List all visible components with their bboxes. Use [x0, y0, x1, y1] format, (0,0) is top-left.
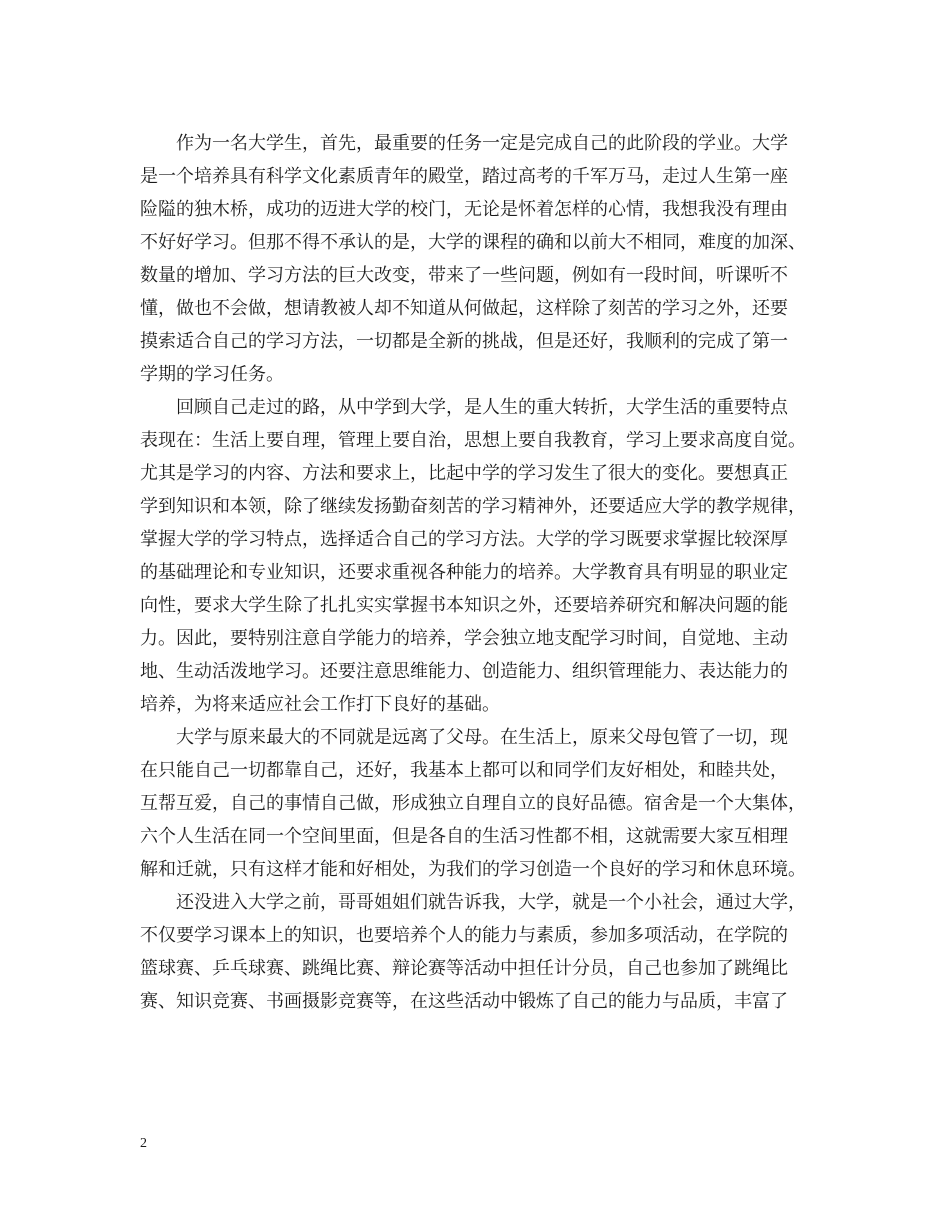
- text-line: 不好好学习。但那不得不承认的是，大学的课程的确和以前大不相同，难度的加深、: [140, 232, 806, 253]
- text-line: 赛、知识竞赛、书画摄影竞赛等，在这些活动中锻炼了自己的能力与品质，丰富了: [140, 991, 788, 1012]
- text-line: 学期的学习任务。: [140, 364, 284, 385]
- text-line: 培养，为将来适应社会工作打下良好的基础。: [140, 694, 500, 715]
- text-line: 地、生动活泼地学习。还要注意思维能力、创造能力、组织管理能力、表达能力的: [140, 661, 788, 682]
- text-line: 不仅要学习课本上的知识，也要培养个人的能力与素质，参加多项活动，在学院的: [140, 925, 788, 946]
- text-line: 表现在：生活上要自理，管理上要自治，思想上要自我教育，学习上要求高度自觉。: [140, 430, 806, 451]
- text-line: 摸索适合自己的学习方法，一切都是全新的挑战，但是还好，我顺利的完成了第一: [140, 331, 788, 352]
- text-line: 数量的增加、学习方法的巨大改变，带来了一些问题，例如有一段时间，听课听不: [140, 265, 788, 286]
- text-line: 篮球赛、乒乓球赛、跳绳比赛、辩论赛等活动中担任计分员，自己也参加了跳绳比: [140, 958, 788, 979]
- text-line: 是一个培养具有科学文化素质青年的殿堂，踏过高考的千军万马，走过人生第一座: [140, 166, 788, 187]
- text-line: 六个人生活在同一个空间里面，但是各自的生活习性都不相，这就需要大家互相理: [140, 826, 788, 847]
- text-line: 大学与原来最大的不同就是远离了父母。在生活上，原来父母包管了一切，现: [176, 727, 788, 748]
- text-line: 互帮互爱，自己的事情自己做，形成独立自理自立的良好品德。宿舍是一个大集体，: [140, 793, 806, 814]
- page-number: 2: [140, 1136, 147, 1151]
- text-line: 掌握大学的学习特点，选择适合自己的学习方法。大学的学习既要求掌握比较深厚: [140, 529, 788, 550]
- text-line: 懂，做也不会做，想请教被人却不知道从何做起，这样除了刻苦的学习之外，还要: [140, 298, 788, 319]
- text-line: 力。因此，要特别注意自学能力的培养，学会独立地支配学习时间，自觉地、主动: [140, 628, 788, 649]
- text-line: 作为一名大学生，首先，最重要的任务一定是完成自己的此阶段的学业。大学: [176, 133, 788, 154]
- text-line: 在只能自己一切都靠自己，还好，我基本上都可以和同学们友好相处，和睦共处，: [140, 760, 788, 781]
- text-line: 回顾自己走过的路，从中学到大学，是人生的重大转折，大学生活的重要特点: [176, 397, 788, 418]
- text-line: 解和迁就，只有这样才能和好相处，为我们的学习创造一个良好的学习和休息环境。: [140, 859, 806, 880]
- text-line: 尤其是学习的内容、方法和要求上，比起中学的学习发生了很大的变化。要想真正: [140, 463, 788, 484]
- text-line: 向性，要求大学生除了扎扎实实掌握书本知识之外，还要培养研究和解决问题的能: [140, 595, 788, 616]
- text-line: 险隘的独木桥，成功的迈进大学的校门，无论是怀着怎样的心情，我想我没有理由: [140, 199, 788, 220]
- text-line: 学到知识和本领，除了继续发扬勤奋刻苦的学习精神外，还要适应大学的教学规律，: [140, 496, 806, 517]
- text-line: 的基础理论和专业知识，还要求重视各种能力的培养。大学教育具有明显的职业定: [140, 562, 788, 583]
- text-line: 还没进入大学之前，哥哥姐姐们就告诉我，大学，就是一个小社会，通过大学，: [176, 892, 806, 913]
